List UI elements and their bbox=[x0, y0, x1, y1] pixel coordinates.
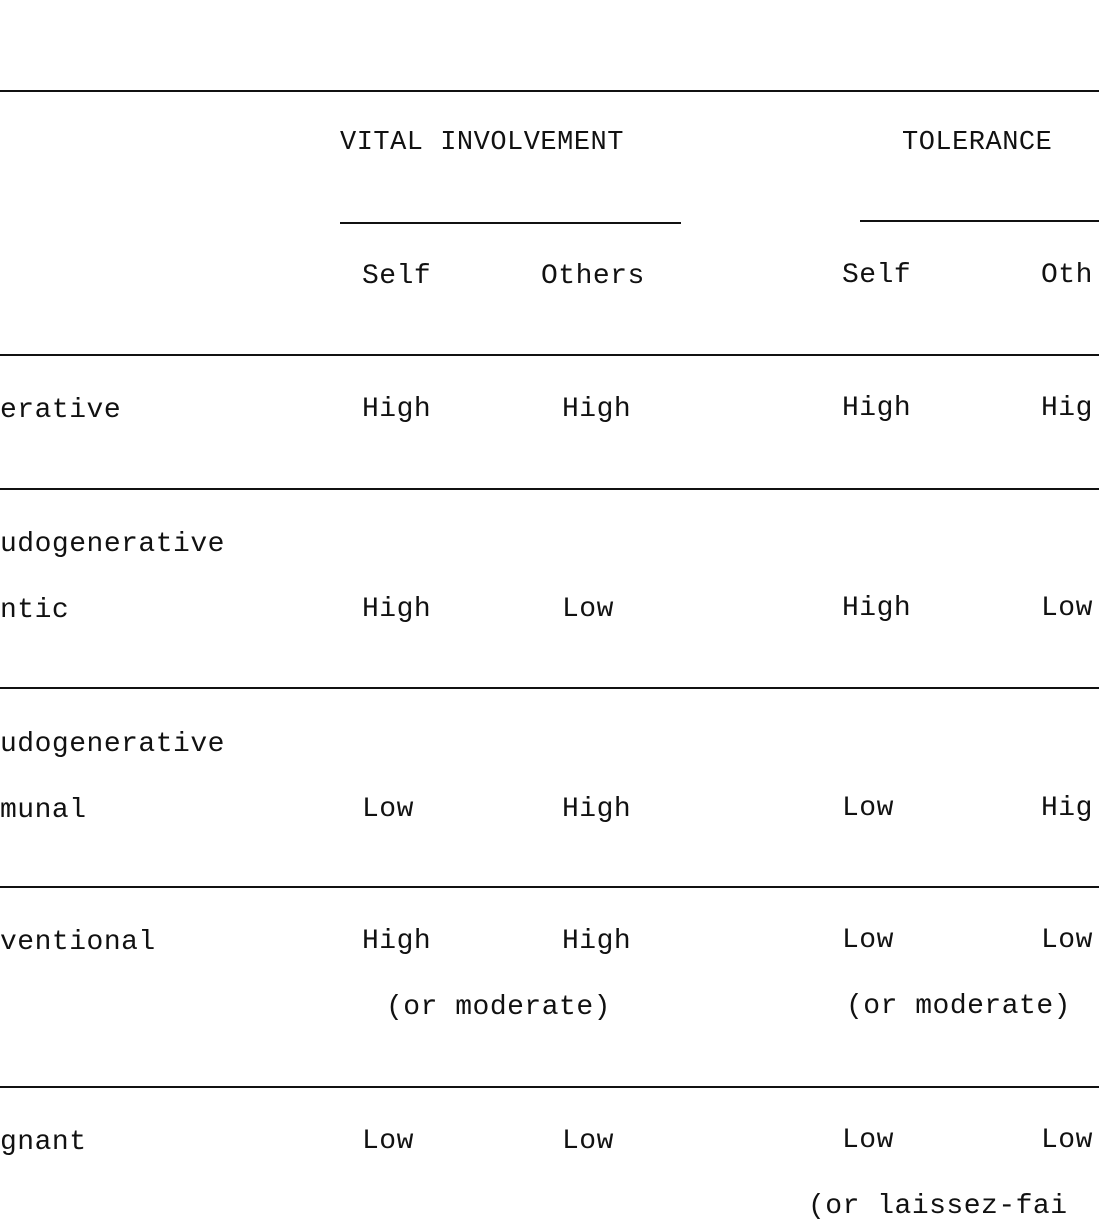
cell-vital-self: High bbox=[362, 594, 432, 625]
note-tolerance: (or laissez-fai bbox=[808, 1191, 1068, 1222]
header-bottom-rule bbox=[0, 354, 1099, 356]
cell-vital-others: High bbox=[562, 926, 632, 957]
cell-tolerance-self: Low bbox=[842, 925, 894, 956]
row-label-line2: ntic bbox=[0, 595, 70, 626]
cell-vital-self: High bbox=[362, 926, 432, 957]
tolerance-underline bbox=[860, 220, 1099, 222]
subheader-others-vital: Others bbox=[541, 261, 645, 292]
cell-vital-others: High bbox=[562, 794, 632, 825]
cell-tolerance-self: Low bbox=[842, 793, 894, 824]
header-vital-involvement: VITAL INVOLVEMENT bbox=[340, 128, 624, 158]
cell-tolerance-others: Low bbox=[1041, 1125, 1093, 1156]
cell-tolerance-self: High bbox=[842, 393, 912, 424]
cell-tolerance-others: Low bbox=[1041, 925, 1093, 956]
cell-tolerance-others: Hig bbox=[1041, 793, 1093, 824]
cell-vital-others: High bbox=[562, 394, 632, 425]
cell-vital-self: High bbox=[362, 394, 432, 425]
header-tolerance: TOLERANCE bbox=[902, 128, 1053, 158]
note-vital: (or moderate) bbox=[386, 992, 611, 1023]
row-label: ventional bbox=[0, 927, 156, 958]
cell-tolerance-others: Hig bbox=[1041, 393, 1093, 424]
cell-vital-others: Low bbox=[562, 1126, 614, 1157]
table-top-rule bbox=[0, 90, 1099, 92]
cell-vital-self: Low bbox=[362, 1126, 414, 1157]
cell-vital-self: Low bbox=[362, 794, 414, 825]
row-label: gnant bbox=[0, 1127, 87, 1158]
cell-vital-others: Low bbox=[562, 594, 614, 625]
row-divider bbox=[0, 886, 1099, 888]
row-label: erative bbox=[0, 395, 122, 426]
subheader-self-tolerance: Self bbox=[842, 260, 912, 291]
cell-tolerance-others: Low bbox=[1041, 593, 1093, 624]
subheader-self-vital: Self bbox=[362, 261, 432, 292]
note-tolerance: (or moderate) bbox=[846, 991, 1071, 1022]
row-divider bbox=[0, 488, 1099, 490]
row-label: udogenerative bbox=[0, 729, 225, 760]
vital-involvement-underline bbox=[340, 222, 681, 224]
row-label-line2: munal bbox=[0, 795, 87, 826]
subheader-others-tolerance: Oth bbox=[1041, 260, 1093, 291]
row-label: udogenerative bbox=[0, 529, 225, 560]
cell-tolerance-self: High bbox=[842, 593, 912, 624]
cell-tolerance-self: Low bbox=[842, 1125, 894, 1156]
row-divider bbox=[0, 687, 1099, 689]
row-divider bbox=[0, 1086, 1099, 1088]
